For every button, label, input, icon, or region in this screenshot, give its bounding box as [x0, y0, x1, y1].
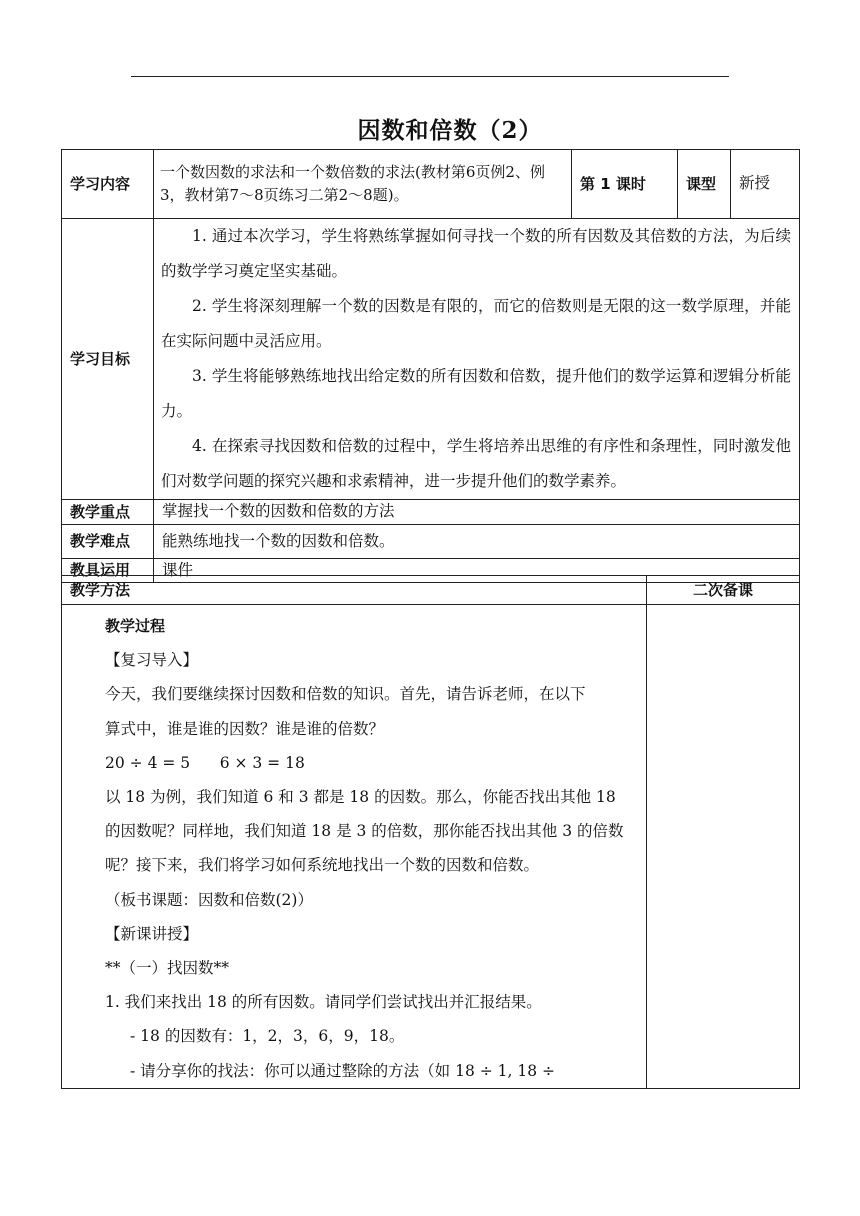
- difficulty-label: 教学难点: [62, 525, 154, 559]
- difficulty-text: 能熟练地找一个数的因数和倍数。: [154, 525, 800, 559]
- paragraph-line: 的因数呢？同样地，我们知道 18 是 3 的倍数，那你能否找出其他 3 的倍数: [105, 822, 624, 841]
- bullet-item: - 请分享你的找法：你可以通过整除的方法（如 18 ÷ 1, 18 ÷: [130, 1061, 556, 1080]
- objective-item: 2. 学生将深刻理解一个数的因数是有限的，而它的倍数则是无限的这一数学原理，并能在实际问题中灵活应用。: [161, 297, 791, 350]
- tools-label: 教具运用: [62, 559, 154, 583]
- bullet-item: - 18 的因数有：1，2，3，6，9，18。: [130, 1027, 405, 1046]
- info-table: [61, 149, 800, 583]
- objective-item: 3. 学生将能够熟练地找出给定数的所有因数和倍数，提升他们的数学运算和逻辑分析能力。: [161, 367, 791, 420]
- paragraph-line: 呢？接下来，我们将学习如何系统地找出一个数的因数和倍数。: [105, 856, 540, 875]
- key-label: 教学重点: [62, 500, 154, 525]
- objective-item: 4. 在探索寻找因数和倍数的过程中，学生将培养出思维的有序性和条理性，同时激发他们对数学问题的探究兴趣和求索精神，进一步提升他们的数学素养。: [161, 437, 791, 490]
- page-title: 因数和倍数（2）: [357, 117, 543, 144]
- objective-item: 1. 通过本次学习，学生将熟练掌握如何寻找一个数的所有因数及其倍数的方法，为后续的数学学习奠定坚实基础。: [161, 227, 791, 280]
- lesson-number: 第 1 课时: [572, 150, 678, 219]
- content-text: 一个数因数的求法和一个数倍数的求法(教材第6页例2、例3，教材第7～8页练习二第2～8题)。: [154, 150, 572, 219]
- tools-text: 课件: [154, 559, 800, 583]
- objectives-cell: [154, 219, 800, 500]
- type-label: 课型: [678, 150, 731, 219]
- prep-label: 二次备课: [647, 576, 800, 605]
- paragraph-line: 以 18 为例，我们知道 6 和 3 都是 18 的因数。那么，你能否找出其他 18: [105, 788, 616, 807]
- objectives-label: 学习目标: [62, 219, 154, 500]
- process-heading: 教学过程: [105, 617, 166, 635]
- paragraph-line: 算式中，谁是谁的因数？谁是谁的倍数？: [105, 719, 385, 738]
- paragraph-line: 今天，我们要继续探讨因数和倍数的知识。首先，请告诉老师，在以下: [105, 685, 586, 704]
- process-cell: [62, 605, 647, 1089]
- review-heading: 【复习导入】: [105, 651, 199, 670]
- content-label: 学习内容: [62, 150, 154, 219]
- prep-cell: [647, 605, 800, 1089]
- formula: 20 ÷ 4 = 5 6 × 3 = 18: [105, 753, 305, 772]
- method-label: 教学方法: [62, 576, 647, 605]
- key-text: 掌握找一个数的因数和倍数的方法: [154, 500, 800, 525]
- board-note: （板书课题：因数和倍数(2)）: [105, 890, 313, 909]
- new-lesson-heading: 【新课讲授】: [105, 924, 199, 943]
- header-rule: [131, 76, 729, 77]
- subsection-heading: **（一）找因数**: [105, 959, 230, 978]
- process-table: [61, 575, 800, 1089]
- list-item: 1. 我们来找出 18 的所有因数。请同学们尝试找出并汇报结果。: [105, 993, 542, 1012]
- type-value: 新授: [731, 150, 800, 219]
